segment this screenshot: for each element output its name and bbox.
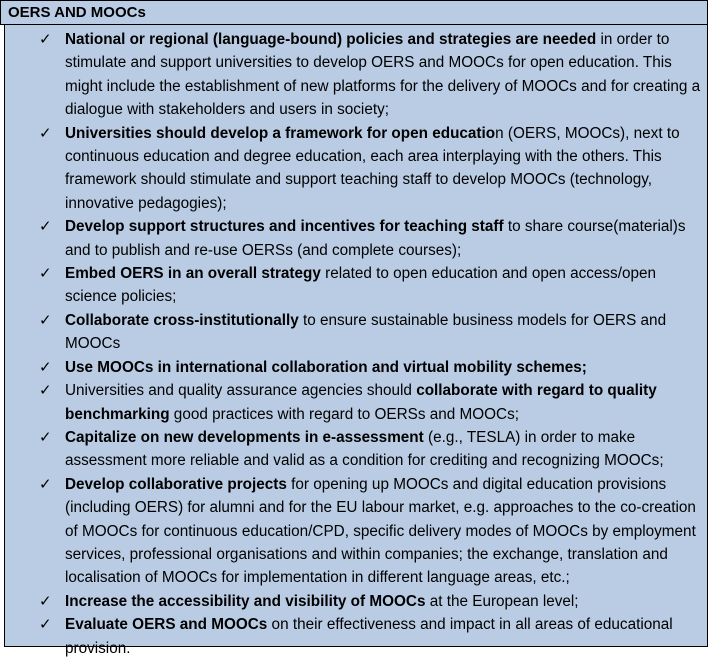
- item-text: to share course(material)s and to publish and re-use OERSs (and complete courses);: [65, 218, 686, 259]
- checkmark-icon: ✓: [39, 474, 52, 493]
- item-text: to ensure sustainable business models for OERS and MOOCs: [65, 311, 667, 353]
- list-item: [5, 426, 709, 473]
- item-bold-text: Use MOOCs in international collaboration and virtual mobility schemes;: [65, 358, 587, 376]
- checkmark-icon: ✓: [39, 123, 52, 142]
- table-header: [0, 0, 708, 25]
- item-bold-text: collaborate with regard to quality benchmarking: [65, 382, 657, 423]
- checkmark-icon: ✓: [39, 310, 52, 329]
- list-item: [5, 356, 709, 379]
- list-item: [5, 590, 709, 613]
- item-bold-text: Universities should develop a framework for open educatio: [65, 124, 496, 142]
- list-item: [5, 262, 709, 309]
- item-text: on their effectiveness and impact in all areas of educational provision.: [65, 616, 673, 657]
- item-bold-text: Evaluate OERS and MOOCs: [65, 616, 268, 634]
- checkmark-icon: ✓: [39, 615, 52, 634]
- checkmark-icon: ✓: [39, 591, 52, 610]
- list-item: [5, 309, 709, 356]
- checkmark-icon: ✓: [39, 357, 52, 376]
- checkmark-icon: ✓: [39, 427, 52, 446]
- item-bold-text: Capitalize on new developments in e-assessment: [65, 428, 424, 446]
- recommendation-list: [5, 28, 709, 660]
- list-item: [5, 215, 709, 262]
- list-item: [5, 473, 709, 590]
- checkmark-icon: ✓: [39, 264, 52, 283]
- item-text: at the European level;: [425, 592, 579, 610]
- header-title: OERS AND MOOCs: [8, 4, 146, 21]
- item-bold-text: Develop support structures and incentives for teaching staff: [65, 218, 504, 236]
- item-text: in order to stimulate and support universities to develop OERS and MOOCs for open education. This might include the establishment of new platforms for the delivery of MOOCs and for creating a dialogue with stakeholders and users in society;: [65, 31, 701, 119]
- checkmark-icon: ✓: [39, 381, 52, 400]
- item-bold-text: National or regional (language-bound) policies and strategies are needed: [65, 31, 597, 48]
- item-text: related to open education and open access/open science policies;: [65, 265, 656, 306]
- list-item: [5, 613, 709, 660]
- item-text: for opening up MOOCs and digital education provisions (including OERS) for alumni and for the EU labour market, e.g. approaches to the co-creation of MOOCs for continuous education/CPD, specific delivery modes of MOOCs by employment services, professional organisations and within companies; the exchange, translation and localisation of MOOCs for implementation in different language areas, etc.;: [65, 475, 696, 587]
- item-lead-text: Universities and quality assurance agencies should: [65, 382, 417, 400]
- item-bold-text: Develop collaborative projects: [65, 475, 287, 493]
- item-text: n (OERS, MOOCs), next to continuous education and degree education, each area interplaying with the others. This framework should stimulate and support teaching staff to develop MOOCs (technology, innovative pedagogies);: [65, 124, 680, 212]
- item-text: (e.g., TESLA) in order to make assessment more reliable and valid as a condition for crediting and recognizing MOOCs;: [65, 428, 664, 470]
- table-body: [4, 25, 708, 657]
- item-bold-text: Embed OERS in an overall strategy: [65, 265, 321, 283]
- list-item: [5, 379, 709, 426]
- checkmark-icon: ✓: [39, 217, 52, 236]
- item-bold-text: Increase the accessibility and visibility of MOOCs: [65, 592, 426, 610]
- list-item: [5, 122, 709, 216]
- item-text: good practices with regard to OERSs and MOOCs;: [169, 405, 519, 423]
- checkmark-icon: ✓: [39, 30, 52, 48]
- list-item: [5, 28, 709, 122]
- item-bold-text: Collaborate cross-institutionally: [65, 311, 299, 329]
